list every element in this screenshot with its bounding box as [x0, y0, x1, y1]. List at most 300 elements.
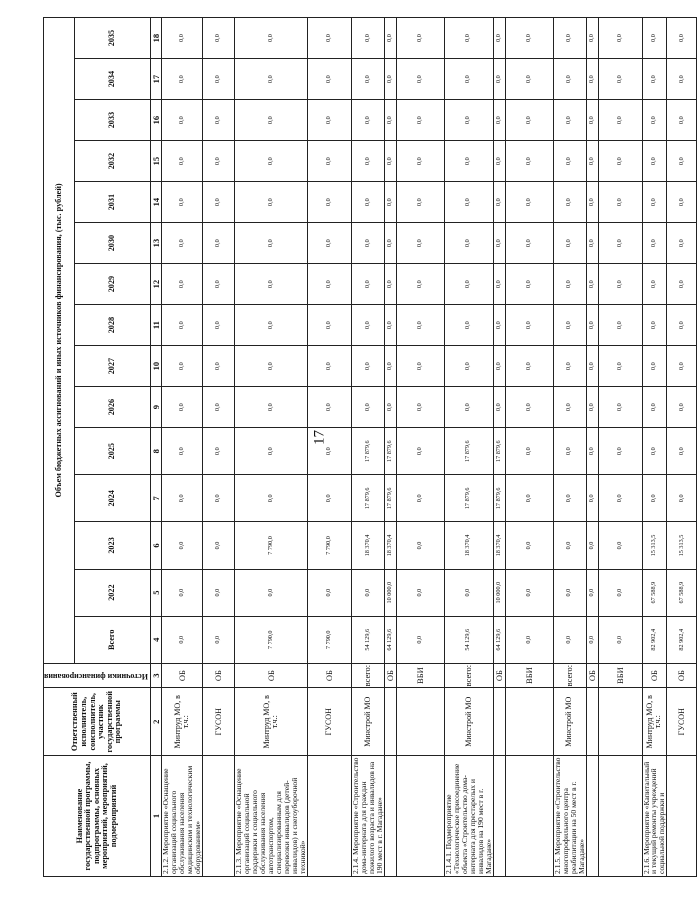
table-row [642, 18, 667, 877]
row-value: 0,0 [384, 346, 396, 387]
row-value: 0,0 [203, 141, 235, 182]
row-name [396, 756, 444, 877]
header-year: 2031 [74, 182, 151, 223]
header-year: 2034 [74, 59, 151, 100]
row-value: 0,0 [235, 264, 308, 305]
row-value: 0,0 [642, 475, 667, 522]
column-number: 12 [151, 264, 162, 305]
row-source: ВБИ [505, 663, 553, 688]
row-value: 17 879,6 [444, 475, 493, 522]
row-value: 18 370,4 [444, 522, 493, 569]
row-value: 0,0 [162, 475, 203, 522]
row-value: 0,0 [505, 475, 553, 522]
row-value: 0,0 [396, 346, 444, 387]
row-value: 0,0 [586, 387, 598, 428]
row-value: 82 902,4 [667, 616, 697, 663]
row-responsible [586, 688, 598, 756]
row-responsible: Минстрой МО [444, 688, 493, 756]
row-value: 0,0 [384, 18, 396, 59]
row-responsible: ГУСОН [667, 688, 697, 756]
row-value: 0,0 [553, 305, 586, 346]
column-number: 11 [151, 305, 162, 346]
row-value: 0,0 [396, 182, 444, 223]
row-name [598, 756, 642, 877]
row-responsible [493, 688, 505, 756]
row-value: 0,0 [505, 387, 553, 428]
row-value: 0,0 [667, 346, 697, 387]
row-source: ОБ [667, 663, 697, 688]
row-source: ОБ [642, 663, 667, 688]
row-name [493, 756, 505, 877]
row-value: 0,0 [667, 305, 697, 346]
header-year: 2035 [74, 18, 151, 59]
row-value: 0,0 [586, 569, 598, 616]
row-value: 0,0 [396, 59, 444, 100]
row-value: 0,0 [598, 59, 642, 100]
row-value: 0,0 [642, 305, 667, 346]
row-value: 0,0 [162, 223, 203, 264]
row-value: 0,0 [384, 264, 396, 305]
table-row [203, 18, 235, 877]
row-value: 0,0 [396, 522, 444, 569]
row-value: 0,0 [493, 100, 505, 141]
row-value: 0,0 [505, 428, 553, 475]
table-row [444, 18, 493, 877]
row-value: 0,0 [586, 223, 598, 264]
row-value: 0,0 [667, 428, 697, 475]
row-value: 0,0 [351, 223, 384, 264]
header-year: 2027 [74, 346, 151, 387]
row-name [505, 756, 553, 877]
header-responsible: Ответственный исполнитель, соисполнитель, участник государственной программы [44, 688, 151, 756]
header-source-text: Источники финансирования [44, 671, 148, 681]
row-name [667, 756, 697, 877]
row-value: 0,0 [505, 305, 553, 346]
row-value: 0,0 [162, 387, 203, 428]
table-row [307, 18, 351, 877]
row-value: 0,0 [307, 264, 351, 305]
column-number: 17 [151, 59, 162, 100]
row-value: 0,0 [553, 59, 586, 100]
row-value: 0,0 [162, 100, 203, 141]
row-value: 0,0 [586, 428, 598, 475]
row-name: 2.1.2. Мероприятие «Оснащение организаций социального обслуживания населения медицинским и технологическим оборудованием» [162, 756, 203, 877]
header-year: 2024 [74, 475, 151, 522]
row-source: всего: [444, 663, 493, 688]
row-value: 0,0 [162, 182, 203, 223]
row-value: 0,0 [586, 305, 598, 346]
row-value: 7 790,0 [235, 522, 308, 569]
row-value: 0,0 [384, 305, 396, 346]
row-value: 17 879,6 [351, 475, 384, 522]
row-value: 18 370,4 [493, 522, 505, 569]
row-value: 0,0 [586, 141, 598, 182]
header-year: 2028 [74, 305, 151, 346]
table-row [667, 18, 697, 877]
row-value: 0,0 [642, 59, 667, 100]
row-source: ОБ [586, 663, 598, 688]
row-value: 17 879,6 [351, 428, 384, 475]
row-value: 17 879,6 [493, 475, 505, 522]
row-value: 0,0 [396, 387, 444, 428]
row-value: 0,0 [307, 59, 351, 100]
row-value: 0,0 [586, 475, 598, 522]
row-source: ОБ [235, 663, 308, 688]
column-number: 8 [151, 428, 162, 475]
row-value: 0,0 [493, 59, 505, 100]
row-value: 0,0 [444, 569, 493, 616]
table-row [396, 18, 444, 877]
row-responsible: ГУСОН [307, 688, 351, 756]
column-number: 16 [151, 100, 162, 141]
row-value: 0,0 [444, 182, 493, 223]
row-value: 0,0 [203, 59, 235, 100]
row-value: 0,0 [493, 18, 505, 59]
row-value: 0,0 [162, 428, 203, 475]
row-value: 0,0 [667, 475, 697, 522]
row-name: 2.1.3. Мероприятие «Оснащение организаций социальной поддержки и социального обслуживания населения автотранспортом, специализированным для перевозки инвалидов (детей-инвалидов) и снегоуборочной техникой» [235, 756, 308, 877]
row-source: ВБИ [396, 663, 444, 688]
row-value: 0,0 [598, 428, 642, 475]
row-value: 0,0 [235, 387, 308, 428]
row-value: 17 879,6 [384, 428, 396, 475]
row-value: 0,0 [505, 569, 553, 616]
row-value: 0,0 [642, 18, 667, 59]
row-value: 0,0 [235, 475, 308, 522]
funding-table [43, 17, 697, 877]
row-value: 0,0 [505, 18, 553, 59]
row-value: 0,0 [598, 616, 642, 663]
row-value: 0,0 [586, 100, 598, 141]
row-value: 0,0 [586, 264, 598, 305]
row-name: 2.1.6. Мероприятие «Капитальный и текущий ремонты учреждений социальной поддержки и [642, 756, 667, 877]
row-value: 7 790,0 [307, 616, 351, 663]
row-value: 0,0 [384, 223, 396, 264]
row-value: 0,0 [351, 264, 384, 305]
row-value: 0,0 [553, 223, 586, 264]
row-source: ОБ [307, 663, 351, 688]
row-value: 0,0 [553, 18, 586, 59]
row-value: 0,0 [396, 305, 444, 346]
row-value: 0,0 [351, 569, 384, 616]
row-value: 0,0 [598, 305, 642, 346]
column-number: 7 [151, 475, 162, 522]
row-value: 10 000,0 [493, 569, 505, 616]
column-number: 13 [151, 223, 162, 264]
row-value: 0,0 [444, 18, 493, 59]
row-value: 0,0 [493, 141, 505, 182]
row-value: 0,0 [505, 346, 553, 387]
row-value: 0,0 [384, 59, 396, 100]
row-value: 0,0 [396, 141, 444, 182]
row-value: 0,0 [396, 223, 444, 264]
row-value: 0,0 [162, 616, 203, 663]
row-value: 0,0 [667, 264, 697, 305]
row-value: 0,0 [598, 475, 642, 522]
row-name [384, 756, 396, 877]
row-value: 0,0 [586, 616, 598, 663]
row-value: 0,0 [203, 428, 235, 475]
row-value: 0,0 [493, 346, 505, 387]
column-number: 15 [151, 141, 162, 182]
row-value: 0,0 [553, 522, 586, 569]
row-value: 0,0 [493, 182, 505, 223]
row-value: 0,0 [384, 100, 396, 141]
row-name [586, 756, 598, 877]
row-value: 0,0 [203, 346, 235, 387]
header-year: 2023 [74, 522, 151, 569]
row-source: ОБ [162, 663, 203, 688]
header-year: 2032 [74, 141, 151, 182]
row-value: 0,0 [642, 346, 667, 387]
row-value: 67 588,9 [642, 569, 667, 616]
row-value: 0,0 [642, 182, 667, 223]
row-responsible: Минтруд МО, в т.ч.: [162, 688, 203, 756]
row-value: 0,0 [642, 223, 667, 264]
row-value: 0,0 [505, 264, 553, 305]
row-value: 0,0 [203, 475, 235, 522]
row-value: 0,0 [586, 59, 598, 100]
row-value: 0,0 [203, 182, 235, 223]
row-source: ОБ [384, 663, 396, 688]
row-value: 0,0 [505, 100, 553, 141]
row-value: 0,0 [351, 18, 384, 59]
row-value: 0,0 [307, 305, 351, 346]
row-value: 0,0 [203, 100, 235, 141]
row-value: 0,0 [598, 18, 642, 59]
row-value: 0,0 [598, 387, 642, 428]
row-name: 2.1.4.1. Подмероприятие «Технологическое присоединение объекта «Строительство дома-интерната для престарелых и инвалидов на 190 мест в г. Магадане» [444, 756, 493, 877]
row-value: 0,0 [307, 387, 351, 428]
row-value: 0,0 [553, 616, 586, 663]
header-year: 2030 [74, 223, 151, 264]
row-value: 0,0 [384, 387, 396, 428]
row-value: 0,0 [396, 616, 444, 663]
row-value: 0,0 [235, 569, 308, 616]
row-value: 0,0 [235, 18, 308, 59]
row-value: 0,0 [351, 387, 384, 428]
row-value: 0,0 [235, 223, 308, 264]
row-value: 0,0 [235, 305, 308, 346]
rotated-sheet [8, 0, 687, 897]
row-value: 0,0 [203, 305, 235, 346]
table-row [235, 18, 308, 877]
row-responsible: Минстрой МО [351, 688, 384, 756]
row-value: 0,0 [162, 18, 203, 59]
row-value: 0,0 [444, 387, 493, 428]
table-row [162, 18, 203, 877]
row-value: 0,0 [493, 387, 505, 428]
column-number: 4 [151, 616, 162, 663]
header-year: 2033 [74, 100, 151, 141]
column-number: 14 [151, 182, 162, 223]
row-value: 0,0 [235, 141, 308, 182]
row-value: 0,0 [598, 223, 642, 264]
row-value: 0,0 [384, 182, 396, 223]
row-value: 0,0 [203, 569, 235, 616]
row-value: 0,0 [553, 569, 586, 616]
row-value: 18 370,4 [384, 522, 396, 569]
row-value: 0,0 [235, 428, 308, 475]
page-number: 17 [311, 430, 328, 445]
table-row [598, 18, 642, 877]
row-value: 0,0 [162, 522, 203, 569]
row-value: 0,0 [203, 223, 235, 264]
table-row [586, 18, 598, 877]
row-value: 0,0 [307, 100, 351, 141]
row-value: 0,0 [444, 305, 493, 346]
column-number: 18 [151, 18, 162, 59]
row-value: 7 790,0 [307, 522, 351, 569]
column-number: 9 [151, 387, 162, 428]
row-responsible: Минтруд МО, в т.ч.: [642, 688, 667, 756]
row-value: 54 129,6 [444, 616, 493, 663]
table-row [553, 18, 586, 877]
column-number: 3 [151, 663, 162, 688]
row-source: ВБИ [598, 663, 642, 688]
table-row [384, 18, 396, 877]
row-value: 17 879,6 [493, 428, 505, 475]
row-value: 0,0 [307, 18, 351, 59]
row-value: 0,0 [444, 141, 493, 182]
row-value: 0,0 [444, 100, 493, 141]
header-name: Наименование государственной программы, подпрограммы, основных мероприятий, мероприятий, подмероприятий [44, 756, 151, 877]
column-number: 2 [151, 688, 162, 756]
row-value: 0,0 [162, 141, 203, 182]
row-value: 15 313,5 [667, 522, 697, 569]
row-value: 0,0 [396, 100, 444, 141]
row-value: 0,0 [203, 264, 235, 305]
row-value: 0,0 [444, 223, 493, 264]
row-value: 0,0 [444, 346, 493, 387]
row-value: 0,0 [396, 18, 444, 59]
row-value: 0,0 [235, 346, 308, 387]
row-value: 0,0 [307, 346, 351, 387]
row-value: 0,0 [203, 522, 235, 569]
row-value: 0,0 [162, 346, 203, 387]
row-value: 0,0 [586, 522, 598, 569]
row-value: 0,0 [493, 223, 505, 264]
row-value: 0,0 [598, 182, 642, 223]
row-value: 67 588,9 [667, 569, 697, 616]
row-value: 17 879,6 [384, 475, 396, 522]
row-value: 0,0 [505, 522, 553, 569]
row-value: 0,0 [162, 264, 203, 305]
row-value: 0,0 [203, 18, 235, 59]
row-value: 0,0 [642, 428, 667, 475]
header-year: 2022 [74, 569, 151, 616]
row-value: 0,0 [396, 475, 444, 522]
row-value: 0,0 [667, 387, 697, 428]
row-value: 0,0 [642, 387, 667, 428]
row-name [203, 756, 235, 877]
row-value: 0,0 [667, 223, 697, 264]
row-value: 0,0 [598, 141, 642, 182]
table-row [351, 18, 384, 877]
column-number: 5 [151, 569, 162, 616]
row-value: 64 129,6 [384, 616, 396, 663]
row-value: 0,0 [351, 59, 384, 100]
row-value: 0,0 [162, 59, 203, 100]
row-value: 0,0 [553, 387, 586, 428]
row-name: 2.1.4. Мероприятие «Строительство дома-интерната для граждан пожилого возраста и инвалидов на 190 мест в г. Магадане» [351, 756, 384, 877]
row-value: 0,0 [307, 569, 351, 616]
row-value: 0,0 [307, 428, 351, 475]
row-value: 0,0 [598, 569, 642, 616]
row-value: 0,0 [598, 100, 642, 141]
row-source: ОБ [493, 663, 505, 688]
row-responsible: Минтруд МО, в т.ч.: [235, 688, 308, 756]
header-source [44, 663, 151, 688]
row-value: 0,0 [351, 100, 384, 141]
row-value: 0,0 [493, 305, 505, 346]
row-value: 0,0 [351, 346, 384, 387]
row-value: 0,0 [396, 428, 444, 475]
row-value: 18 370,4 [351, 522, 384, 569]
row-value: 0,0 [642, 264, 667, 305]
row-responsible: ГУСОН [203, 688, 235, 756]
row-value: 0,0 [553, 264, 586, 305]
row-value: 0,0 [505, 141, 553, 182]
row-value: 0,0 [667, 182, 697, 223]
row-value: 0,0 [396, 569, 444, 616]
row-value: 0,0 [667, 100, 697, 141]
row-value: 0,0 [553, 346, 586, 387]
row-value: 0,0 [444, 59, 493, 100]
row-value: 0,0 [351, 141, 384, 182]
row-value: 0,0 [307, 141, 351, 182]
row-value: 0,0 [598, 346, 642, 387]
header-total: Всего [74, 616, 151, 663]
row-value: 0,0 [384, 141, 396, 182]
row-value: 0,0 [307, 182, 351, 223]
row-source: всего: [553, 663, 586, 688]
row-responsible [598, 688, 642, 756]
row-name [307, 756, 351, 877]
row-value: 0,0 [235, 182, 308, 223]
row-value: 0,0 [642, 100, 667, 141]
row-value: 0,0 [235, 100, 308, 141]
row-value: 7 790,0 [235, 616, 308, 663]
row-value: 0,0 [203, 616, 235, 663]
row-value: 0,0 [505, 59, 553, 100]
row-value: 0,0 [667, 18, 697, 59]
row-value: 0,0 [553, 100, 586, 141]
row-value: 0,0 [642, 141, 667, 182]
table-row [505, 18, 553, 877]
row-source: всего: [351, 663, 384, 688]
row-value: 0,0 [203, 387, 235, 428]
row-value: 0,0 [667, 59, 697, 100]
row-responsible [384, 688, 396, 756]
row-value: 0,0 [667, 141, 697, 182]
row-value: 64 129,6 [493, 616, 505, 663]
header-year: 2025 [74, 428, 151, 475]
row-value: 82 902,4 [642, 616, 667, 663]
row-value: 0,0 [493, 264, 505, 305]
row-value: 0,0 [598, 264, 642, 305]
header-funding: Объем бюджетных ассигнований и иных источников финансирования, (тыс. рублей) [44, 18, 75, 664]
row-value: 0,0 [586, 18, 598, 59]
row-responsible [396, 688, 444, 756]
column-number: 10 [151, 346, 162, 387]
row-value: 17 879,6 [444, 428, 493, 475]
column-number: 6 [151, 522, 162, 569]
row-value: 0,0 [553, 182, 586, 223]
row-value: 0,0 [307, 223, 351, 264]
row-value: 0,0 [505, 223, 553, 264]
row-value: 0,0 [586, 182, 598, 223]
